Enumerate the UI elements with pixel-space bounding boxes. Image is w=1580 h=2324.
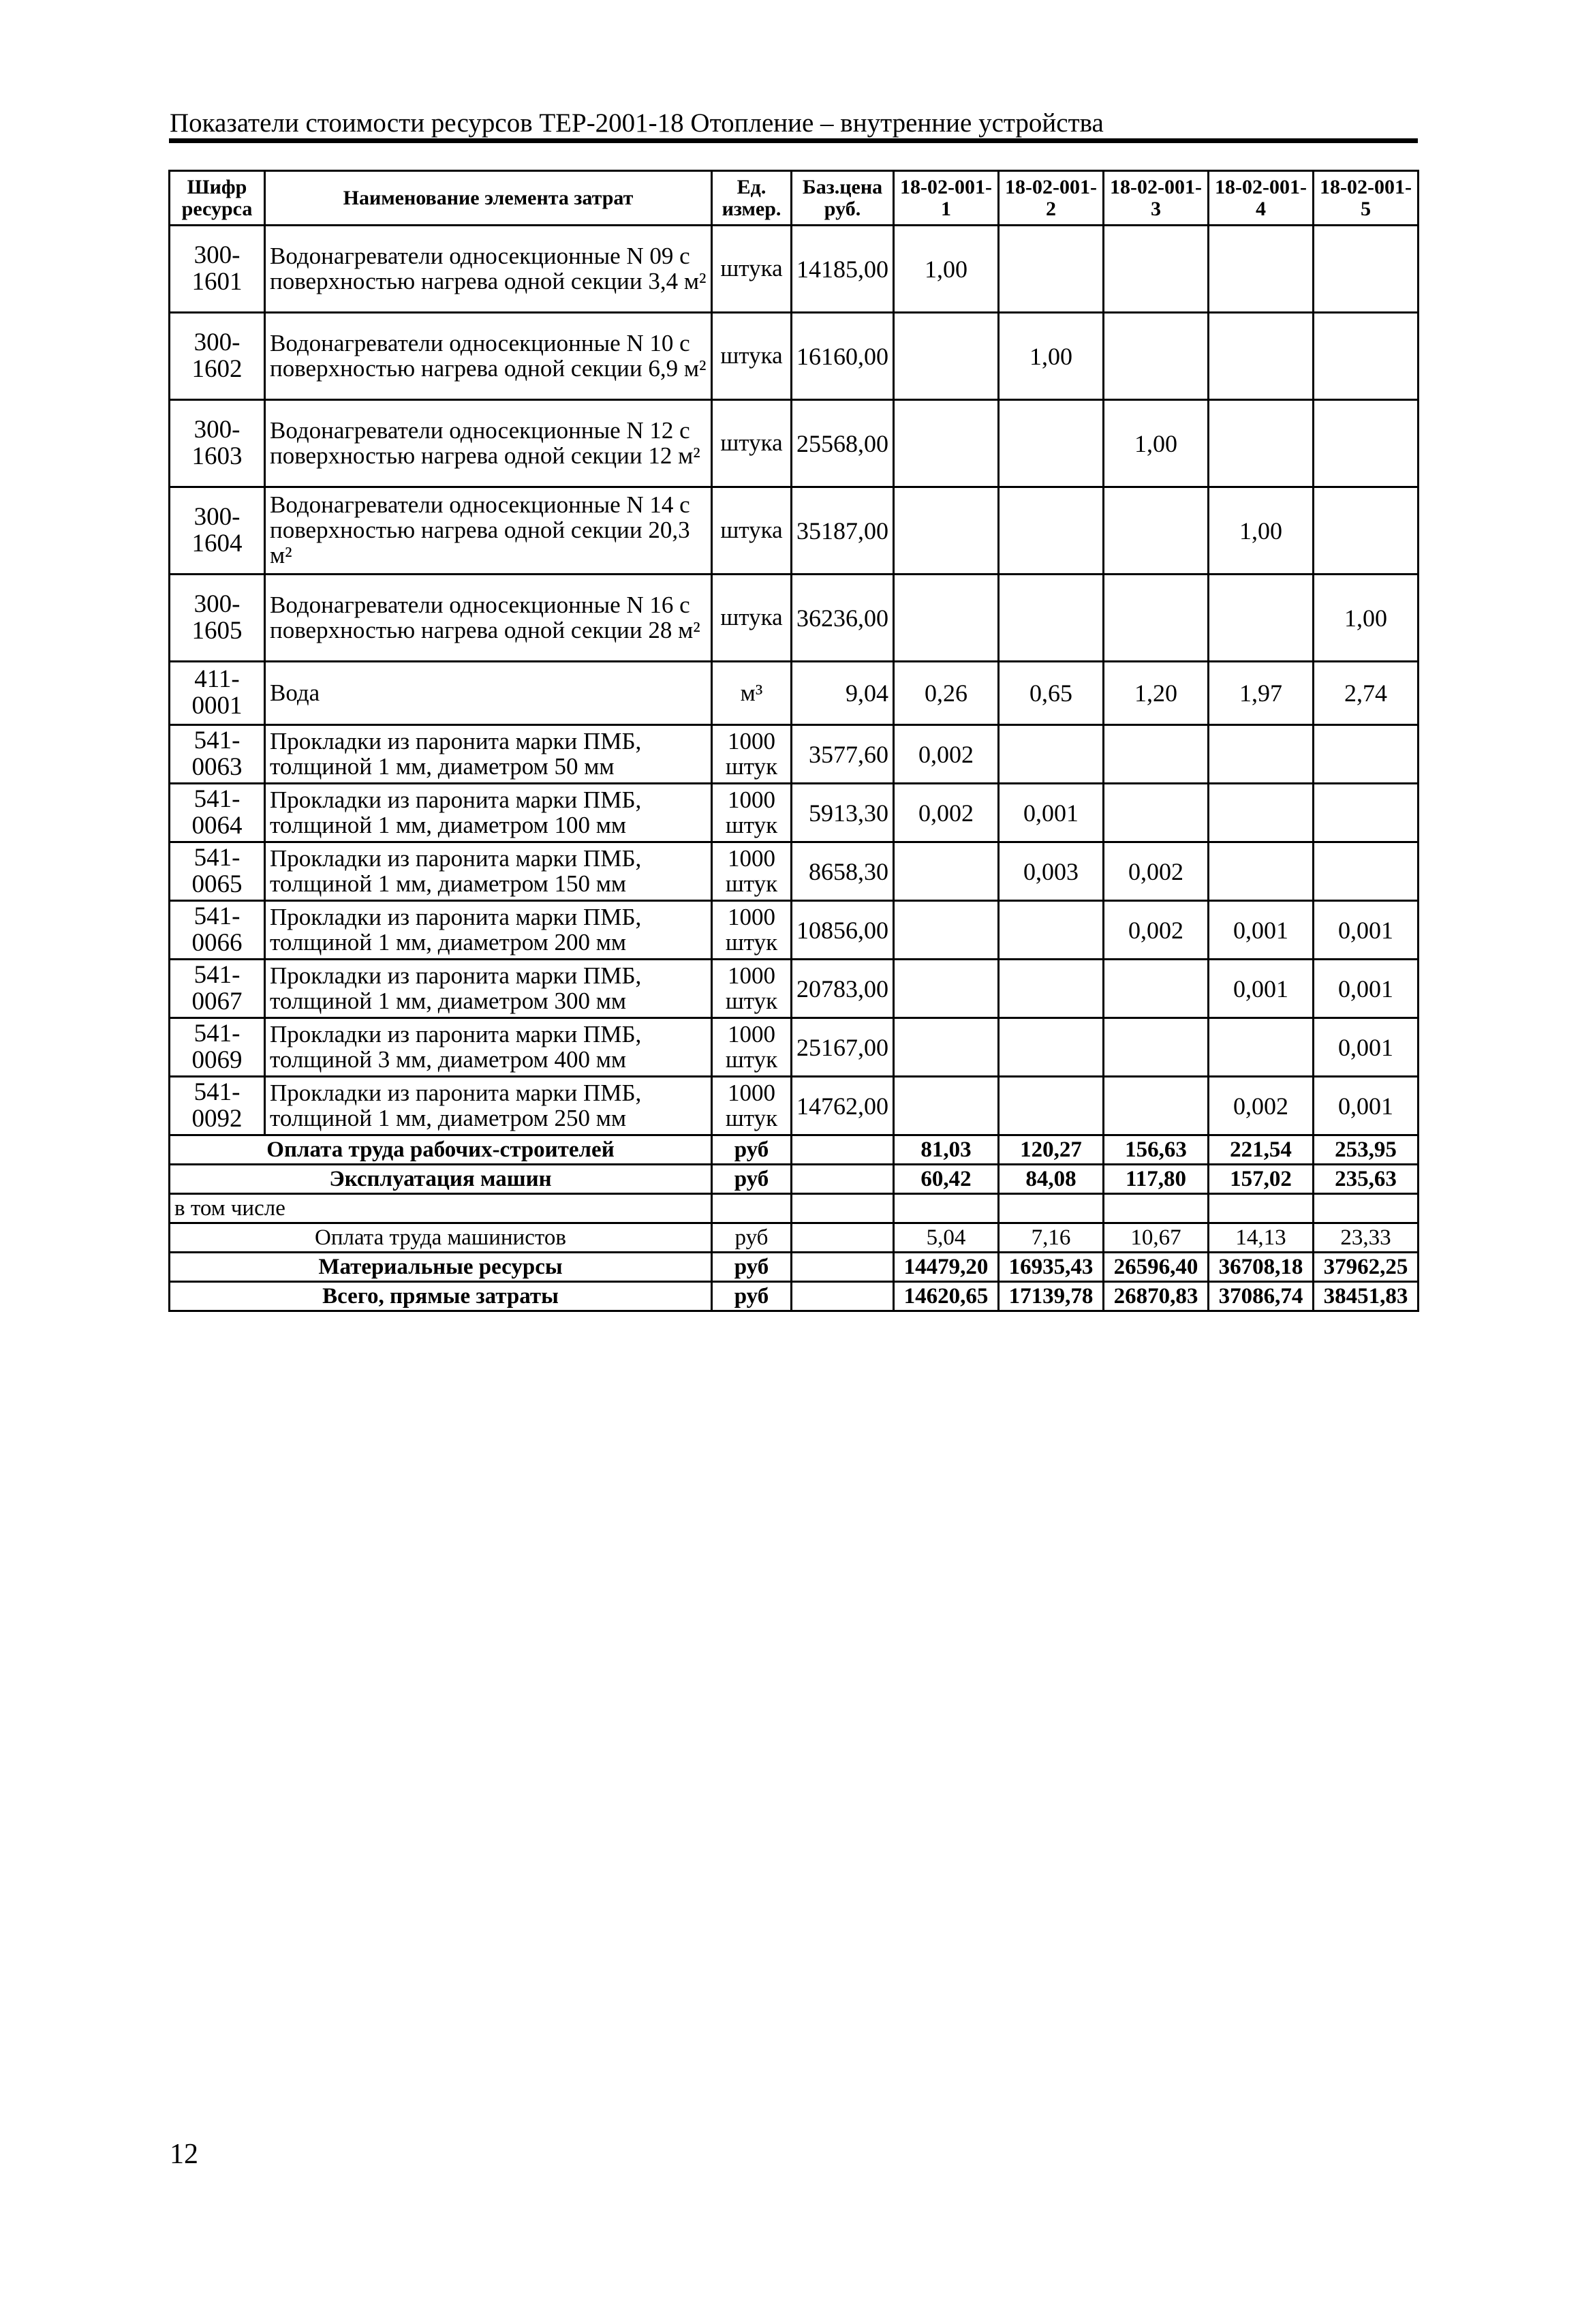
summary-row-materials [170, 1253, 1419, 1282]
resource-code: 300-1604 [170, 487, 265, 575]
column-header-code: Шифр ресурса [170, 171, 265, 226]
resource-unit: 1000 штук [712, 725, 792, 784]
summary-row-machinists [170, 1223, 1419, 1253]
summary-value-18-02-001-5: 253,95 [1314, 1135, 1419, 1165]
value-18-02-001-5: 0,001 [1314, 1077, 1419, 1135]
resource-name: Водонагреватели односекционные N 09 с поверхностью нагрева одной секции 3,4 м² [265, 226, 712, 313]
value-18-02-001-1 [894, 1077, 999, 1135]
summary-unit [712, 1194, 792, 1223]
resource-price: 14762,00 [792, 1077, 894, 1135]
resource-code: 411-0001 [170, 662, 265, 725]
table-row [170, 1018, 1419, 1077]
value-18-02-001-4: 0,001 [1209, 960, 1314, 1018]
resource-unit: штука [712, 226, 792, 313]
summary-value-18-02-001-1: 14479,20 [894, 1253, 999, 1282]
summary-price-empty [792, 1253, 894, 1282]
resource-code: 300-1601 [170, 226, 265, 313]
value-18-02-001-1 [894, 960, 999, 1018]
column-header-name: Наименование элемента затрат [265, 171, 712, 226]
resource-name: Водонагреватели односекционные N 10 с поверхностью нагрева одной секции 6,9 м² [265, 313, 712, 400]
resource-code: 541-0065 [170, 842, 265, 901]
value-18-02-001-1 [894, 575, 999, 662]
column-header-18-02-001-5: 18-02-001-5 [1314, 171, 1419, 226]
value-18-02-001-4 [1209, 226, 1314, 313]
value-18-02-001-2 [999, 960, 1104, 1018]
resource-name: Прокладки из паронита марки ПМБ, толщиной 1 мм, диаметром 100 мм [265, 784, 712, 842]
value-18-02-001-1 [894, 901, 999, 960]
resource-name: Водонагреватели односекционные N 14 с поверхностью нагрева одной секции 20,3 м² [265, 487, 712, 575]
summary-value-18-02-001-5: 37962,25 [1314, 1253, 1419, 1282]
summary-value-18-02-001-2: 17139,78 [999, 1282, 1104, 1311]
value-18-02-001-4: 1,00 [1209, 487, 1314, 575]
resource-code: 541-0092 [170, 1077, 265, 1135]
resource-name: Прокладки из паронита марки ПМБ, толщиной 1 мм, диаметром 200 мм [265, 901, 712, 960]
resource-price: 36236,00 [792, 575, 894, 662]
summary-value-18-02-001-2: 120,27 [999, 1135, 1104, 1165]
summary-value-18-02-001-4: 221,54 [1209, 1135, 1314, 1165]
summary-value-18-02-001-2: 84,08 [999, 1165, 1104, 1194]
table-row [170, 784, 1419, 842]
summary-label: Оплата труда машинистов [170, 1223, 712, 1253]
resource-name: Водонагреватели односекционные N 12 с поверхностью нагрева одной секции 12 м² [265, 400, 712, 487]
value-18-02-001-3 [1104, 1018, 1209, 1077]
value-18-02-001-4 [1209, 313, 1314, 400]
value-18-02-001-5: 0,001 [1314, 960, 1419, 1018]
resource-price: 3577,60 [792, 725, 894, 784]
resource-price: 9,04 [792, 662, 894, 725]
value-18-02-001-5: 0,001 [1314, 1018, 1419, 1077]
summary-value-18-02-001-3: 26596,40 [1104, 1253, 1209, 1282]
resource-code: 300-1602 [170, 313, 265, 400]
value-18-02-001-2: 0,65 [999, 662, 1104, 725]
value-18-02-001-3 [1104, 226, 1209, 313]
resource-name: Прокладки из паронита марки ПМБ, толщиной 3 мм, диаметром 400 мм [265, 1018, 712, 1077]
value-18-02-001-3 [1104, 313, 1209, 400]
summary-value-18-02-001-3: 117,80 [1104, 1165, 1209, 1194]
summary-value-18-02-001-5: 23,33 [1314, 1223, 1419, 1253]
value-18-02-001-2: 0,003 [999, 842, 1104, 901]
resource-price: 14185,00 [792, 226, 894, 313]
value-18-02-001-3: 0,002 [1104, 901, 1209, 960]
summary-label: Материальные ресурсы [170, 1253, 712, 1282]
resource-price: 25167,00 [792, 1018, 894, 1077]
summary-row-machines [170, 1165, 1419, 1194]
table-row [170, 725, 1419, 784]
summary-value-18-02-001-5: 235,63 [1314, 1165, 1419, 1194]
summary-value-18-02-001-5: 38451,83 [1314, 1282, 1419, 1311]
value-18-02-001-5: 0,001 [1314, 901, 1419, 960]
value-18-02-001-2 [999, 487, 1104, 575]
value-18-02-001-4: 0,002 [1209, 1077, 1314, 1135]
summary-value-18-02-001-3: 156,63 [1104, 1135, 1209, 1165]
value-18-02-001-3 [1104, 1077, 1209, 1135]
resource-unit: штука [712, 487, 792, 575]
summary-row-total [170, 1282, 1419, 1311]
resource-price: 20783,00 [792, 960, 894, 1018]
value-18-02-001-4 [1209, 784, 1314, 842]
summary-value-18-02-001-2 [999, 1194, 1104, 1223]
resource-name: Прокладки из паронита марки ПМБ, толщиной 1 мм, диаметром 300 мм [265, 960, 712, 1018]
resource-unit: 1000 штук [712, 1077, 792, 1135]
value-18-02-001-3 [1104, 575, 1209, 662]
value-18-02-001-4 [1209, 400, 1314, 487]
page-title: Показатели стоимости ресурсов ТЕР-2001-18 Отопление – внутренние устройства [170, 108, 1104, 138]
resource-code: 541-0067 [170, 960, 265, 1018]
value-18-02-001-5 [1314, 725, 1419, 784]
value-18-02-001-3 [1104, 487, 1209, 575]
column-header-18-02-001-4: 18-02-001-4 [1209, 171, 1314, 226]
summary-value-18-02-001-2: 16935,43 [999, 1253, 1104, 1282]
table-row [170, 400, 1419, 487]
value-18-02-001-2: 1,00 [999, 313, 1104, 400]
summary-value-18-02-001-4: 37086,74 [1209, 1282, 1314, 1311]
value-18-02-001-2 [999, 226, 1104, 313]
value-18-02-001-2: 0,001 [999, 784, 1104, 842]
summary-value-18-02-001-1: 5,04 [894, 1223, 999, 1253]
value-18-02-001-5 [1314, 487, 1419, 575]
value-18-02-001-2 [999, 400, 1104, 487]
resource-price: 25568,00 [792, 400, 894, 487]
table-row [170, 313, 1419, 400]
value-18-02-001-5 [1314, 784, 1419, 842]
value-18-02-001-2 [999, 725, 1104, 784]
resource-name: Водонагреватели односекционные N 16 с поверхностью нагрева одной секции 28 м² [265, 575, 712, 662]
summary-value-18-02-001-4: 36708,18 [1209, 1253, 1314, 1282]
resource-unit: штука [712, 313, 792, 400]
value-18-02-001-4: 0,001 [1209, 901, 1314, 960]
resource-cost-table [168, 170, 1419, 1312]
value-18-02-001-1 [894, 487, 999, 575]
summary-value-18-02-001-2: 7,16 [999, 1223, 1104, 1253]
table-row [170, 960, 1419, 1018]
summary-price-empty [792, 1282, 894, 1311]
column-header-18-02-001-1: 18-02-001-1 [894, 171, 999, 226]
resource-unit: 1000 штук [712, 842, 792, 901]
resource-unit: м³ [712, 662, 792, 725]
resource-name: Вода [265, 662, 712, 725]
value-18-02-001-2 [999, 1018, 1104, 1077]
resource-unit: штука [712, 400, 792, 487]
summary-value-18-02-001-1: 60,42 [894, 1165, 999, 1194]
column-header-price: Баз.цена руб. [792, 171, 894, 226]
summary-unit: руб [712, 1253, 792, 1282]
summary-label: Всего, прямые затраты [170, 1282, 712, 1311]
resource-price: 5913,30 [792, 784, 894, 842]
resource-unit: штука [712, 575, 792, 662]
table-row [170, 575, 1419, 662]
value-18-02-001-4: 1,97 [1209, 662, 1314, 725]
value-18-02-001-2 [999, 1077, 1104, 1135]
table-row [170, 842, 1419, 901]
title-rule [169, 138, 1418, 143]
summary-value-18-02-001-3 [1104, 1194, 1209, 1223]
value-18-02-001-1 [894, 400, 999, 487]
summary-price-empty [792, 1194, 894, 1223]
resource-name: Прокладки из паронита марки ПМБ, толщиной 1 мм, диаметром 50 мм [265, 725, 712, 784]
resource-unit: 1000 штук [712, 901, 792, 960]
table-row [170, 662, 1419, 725]
table-row [170, 1077, 1419, 1135]
summary-unit: руб [712, 1223, 792, 1253]
resource-code: 300-1603 [170, 400, 265, 487]
value-18-02-001-3 [1104, 960, 1209, 1018]
value-18-02-001-5: 1,00 [1314, 575, 1419, 662]
summary-value-18-02-001-4: 157,02 [1209, 1165, 1314, 1194]
column-header-18-02-001-3: 18-02-001-3 [1104, 171, 1209, 226]
summary-value-18-02-001-3: 26870,83 [1104, 1282, 1209, 1311]
summary-value-18-02-001-3: 10,67 [1104, 1223, 1209, 1253]
summary-value-18-02-001-4: 14,13 [1209, 1223, 1314, 1253]
value-18-02-001-5 [1314, 400, 1419, 487]
resource-code: 541-0063 [170, 725, 265, 784]
value-18-02-001-1 [894, 1018, 999, 1077]
resource-unit: 1000 штук [712, 960, 792, 1018]
value-18-02-001-4 [1209, 842, 1314, 901]
resource-code: 541-0064 [170, 784, 265, 842]
value-18-02-001-3 [1104, 725, 1209, 784]
value-18-02-001-4 [1209, 725, 1314, 784]
value-18-02-001-5 [1314, 226, 1419, 313]
value-18-02-001-1: 0,26 [894, 662, 999, 725]
value-18-02-001-1: 0,002 [894, 784, 999, 842]
resource-price: 8658,30 [792, 842, 894, 901]
resource-unit: 1000 штук [712, 1018, 792, 1077]
value-18-02-001-2 [999, 901, 1104, 960]
summary-value-18-02-001-1: 81,03 [894, 1135, 999, 1165]
value-18-02-001-5: 2,74 [1314, 662, 1419, 725]
value-18-02-001-4 [1209, 1018, 1314, 1077]
resource-unit: 1000 штук [712, 784, 792, 842]
value-18-02-001-1 [894, 842, 999, 901]
summary-value-18-02-001-4 [1209, 1194, 1314, 1223]
resource-code: 541-0066 [170, 901, 265, 960]
value-18-02-001-2 [999, 575, 1104, 662]
table-row [170, 901, 1419, 960]
resource-price: 16160,00 [792, 313, 894, 400]
summary-row-labor [170, 1135, 1419, 1165]
value-18-02-001-3 [1104, 784, 1209, 842]
summary-value-18-02-001-5 [1314, 1194, 1419, 1223]
value-18-02-001-3: 1,20 [1104, 662, 1209, 725]
value-18-02-001-4 [1209, 575, 1314, 662]
summary-value-18-02-001-1 [894, 1194, 999, 1223]
value-18-02-001-1: 0,002 [894, 725, 999, 784]
value-18-02-001-3: 1,00 [1104, 400, 1209, 487]
resource-price: 35187,00 [792, 487, 894, 575]
table-header-row [170, 171, 1419, 226]
column-header-18-02-001-2: 18-02-001-2 [999, 171, 1104, 226]
column-header-unit: Ед. измер. [712, 171, 792, 226]
summary-price-empty [792, 1135, 894, 1165]
summary-label: в том числе [170, 1194, 712, 1223]
value-18-02-001-1 [894, 313, 999, 400]
resource-code: 541-0069 [170, 1018, 265, 1077]
resource-name: Прокладки из паронита марки ПМБ, толщиной 1 мм, диаметром 150 мм [265, 842, 712, 901]
summary-value-18-02-001-1: 14620,65 [894, 1282, 999, 1311]
summary-price-empty [792, 1165, 894, 1194]
summary-label: Оплата труда рабочих-строителей [170, 1135, 712, 1165]
summary-unit: руб [712, 1282, 792, 1311]
summary-unit: руб [712, 1165, 792, 1194]
value-18-02-001-3: 0,002 [1104, 842, 1209, 901]
value-18-02-001-5 [1314, 313, 1419, 400]
value-18-02-001-5 [1314, 842, 1419, 901]
table-row [170, 226, 1419, 313]
resource-name: Прокладки из паронита марки ПМБ, толщиной 1 мм, диаметром 250 мм [265, 1077, 712, 1135]
page-number: 12 [170, 2139, 198, 2170]
table-row [170, 487, 1419, 575]
resource-price: 10856,00 [792, 901, 894, 960]
summary-unit: руб [712, 1135, 792, 1165]
summary-price-empty [792, 1223, 894, 1253]
resource-code: 300-1605 [170, 575, 265, 662]
summary-label: Эксплуатация машин [170, 1165, 712, 1194]
value-18-02-001-1: 1,00 [894, 226, 999, 313]
summary-row-including [170, 1194, 1419, 1223]
